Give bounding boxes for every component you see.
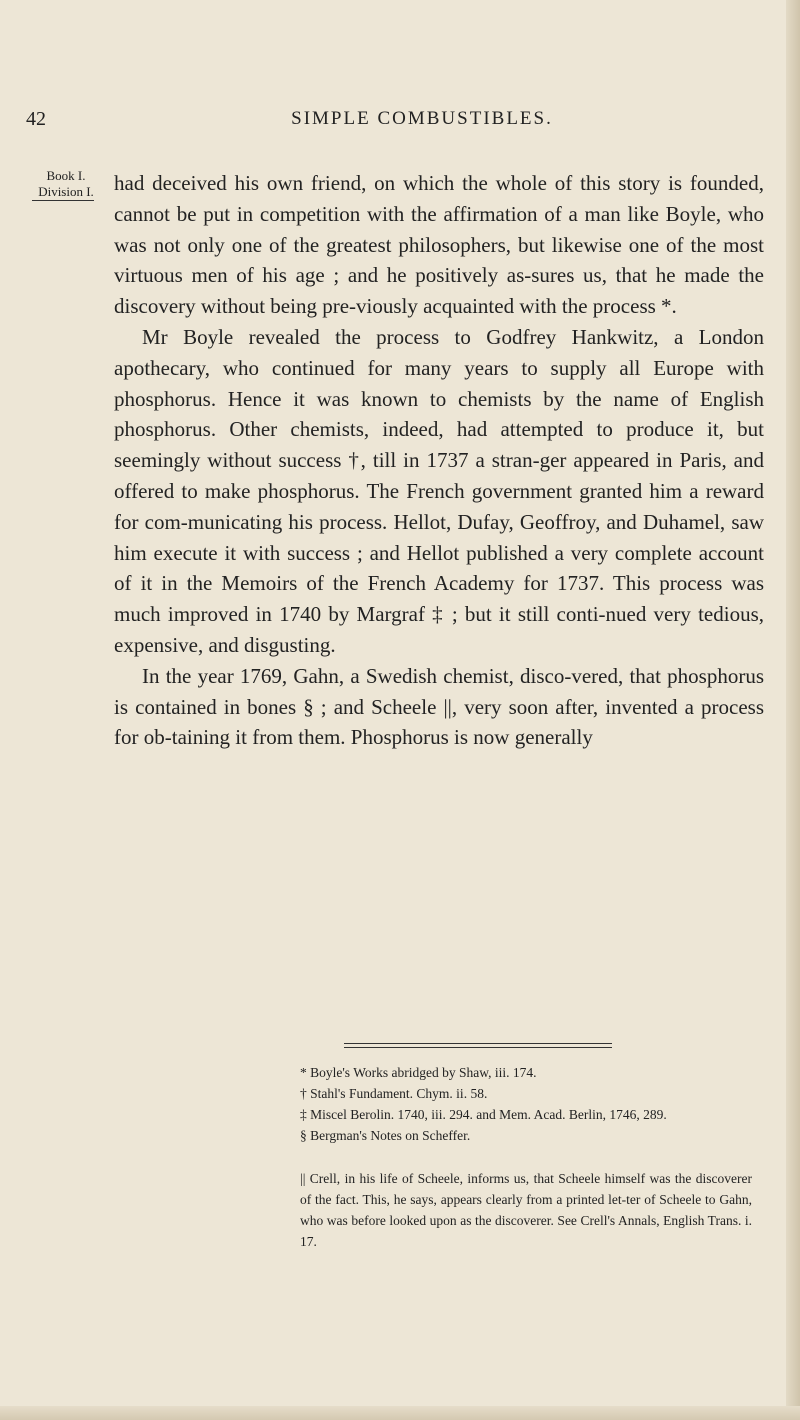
footnote: ‡ Miscel Berolin. 1740, iii. 294. and Mem. Acad. Berlin, 1746, 289. (300, 1107, 667, 1122)
running-head: SIMPLE COMBUSTIBLES. (291, 108, 553, 129)
paragraph: had deceived his own friend, on which the whole of this story is founded, cannot be put in competition with the affirmation of a man like Boyle, who was not only one of the greatest philosophers, but likewise one of the most virtuous men of his age ; and he positively as-sures us, that he made the discovery without being pre-viously acquainted with the process *. (114, 171, 764, 319)
footnote: * Boyle's Works abridged by Shaw, iii. 174. (300, 1065, 537, 1080)
body-text (114, 168, 764, 753)
page-edge (786, 0, 800, 1420)
footnote-rule (344, 1043, 612, 1048)
margin-note (28, 168, 104, 200)
page-header (22, 104, 782, 134)
margin-division: Division I. (38, 184, 94, 199)
margin-book: Book I. (46, 168, 86, 183)
footnote: † Stahl's Fundament. Chym. ii. 58. (300, 1086, 488, 1101)
footnotes (300, 1062, 740, 1146)
long-footnote (300, 1168, 752, 1252)
page-bottom-edge (0, 1406, 800, 1420)
footnote: § Bergman's Notes on Scheffer. (300, 1128, 471, 1143)
page-number: 42 (26, 108, 46, 130)
margin-brace (32, 200, 94, 201)
paragraph: Mr Boyle revealed the process to Godfrey Hankwitz, a London apothecary, who continued for many years to supply all Europe with phosphorus. Hence it was known to chemists by the name of English phosphorus. Other chemists, indeed, had attempted to produce it, but seemingly without success †, till in 1737 a stran-ger appeared in Paris, and offered to make phosphorus. The French government granted him a reward for com-municating his process. Hellot, Dufay, Geoffroy, and Duhamel, saw him execute it with success ; and Hellot published a very complete account of it in the Memoirs of the French Academy for 1737. This process was much improved in 1740 by Margraf ‡ ; but it still conti-nued very tedious, expensive, and disgusting. (114, 324, 764, 657)
paragraph: In the year 1769, Gahn, a Swedish chemist, disco-vered, that phosphorus is contained in bones § ; and Scheele ||, very soon after, invented a process for ob-taining it from them. Phosphorus is now generally (114, 663, 764, 750)
footnote: || Crell, in his life of Scheele, informs us, that Scheele himself was the discoverer of the fact. This, he says, appears clearly from a printed let-ter of Scheele to Gahn, who was before looked upon as the discoverer. See Crell's Annals, English Trans. i. 17. (300, 1171, 752, 1249)
